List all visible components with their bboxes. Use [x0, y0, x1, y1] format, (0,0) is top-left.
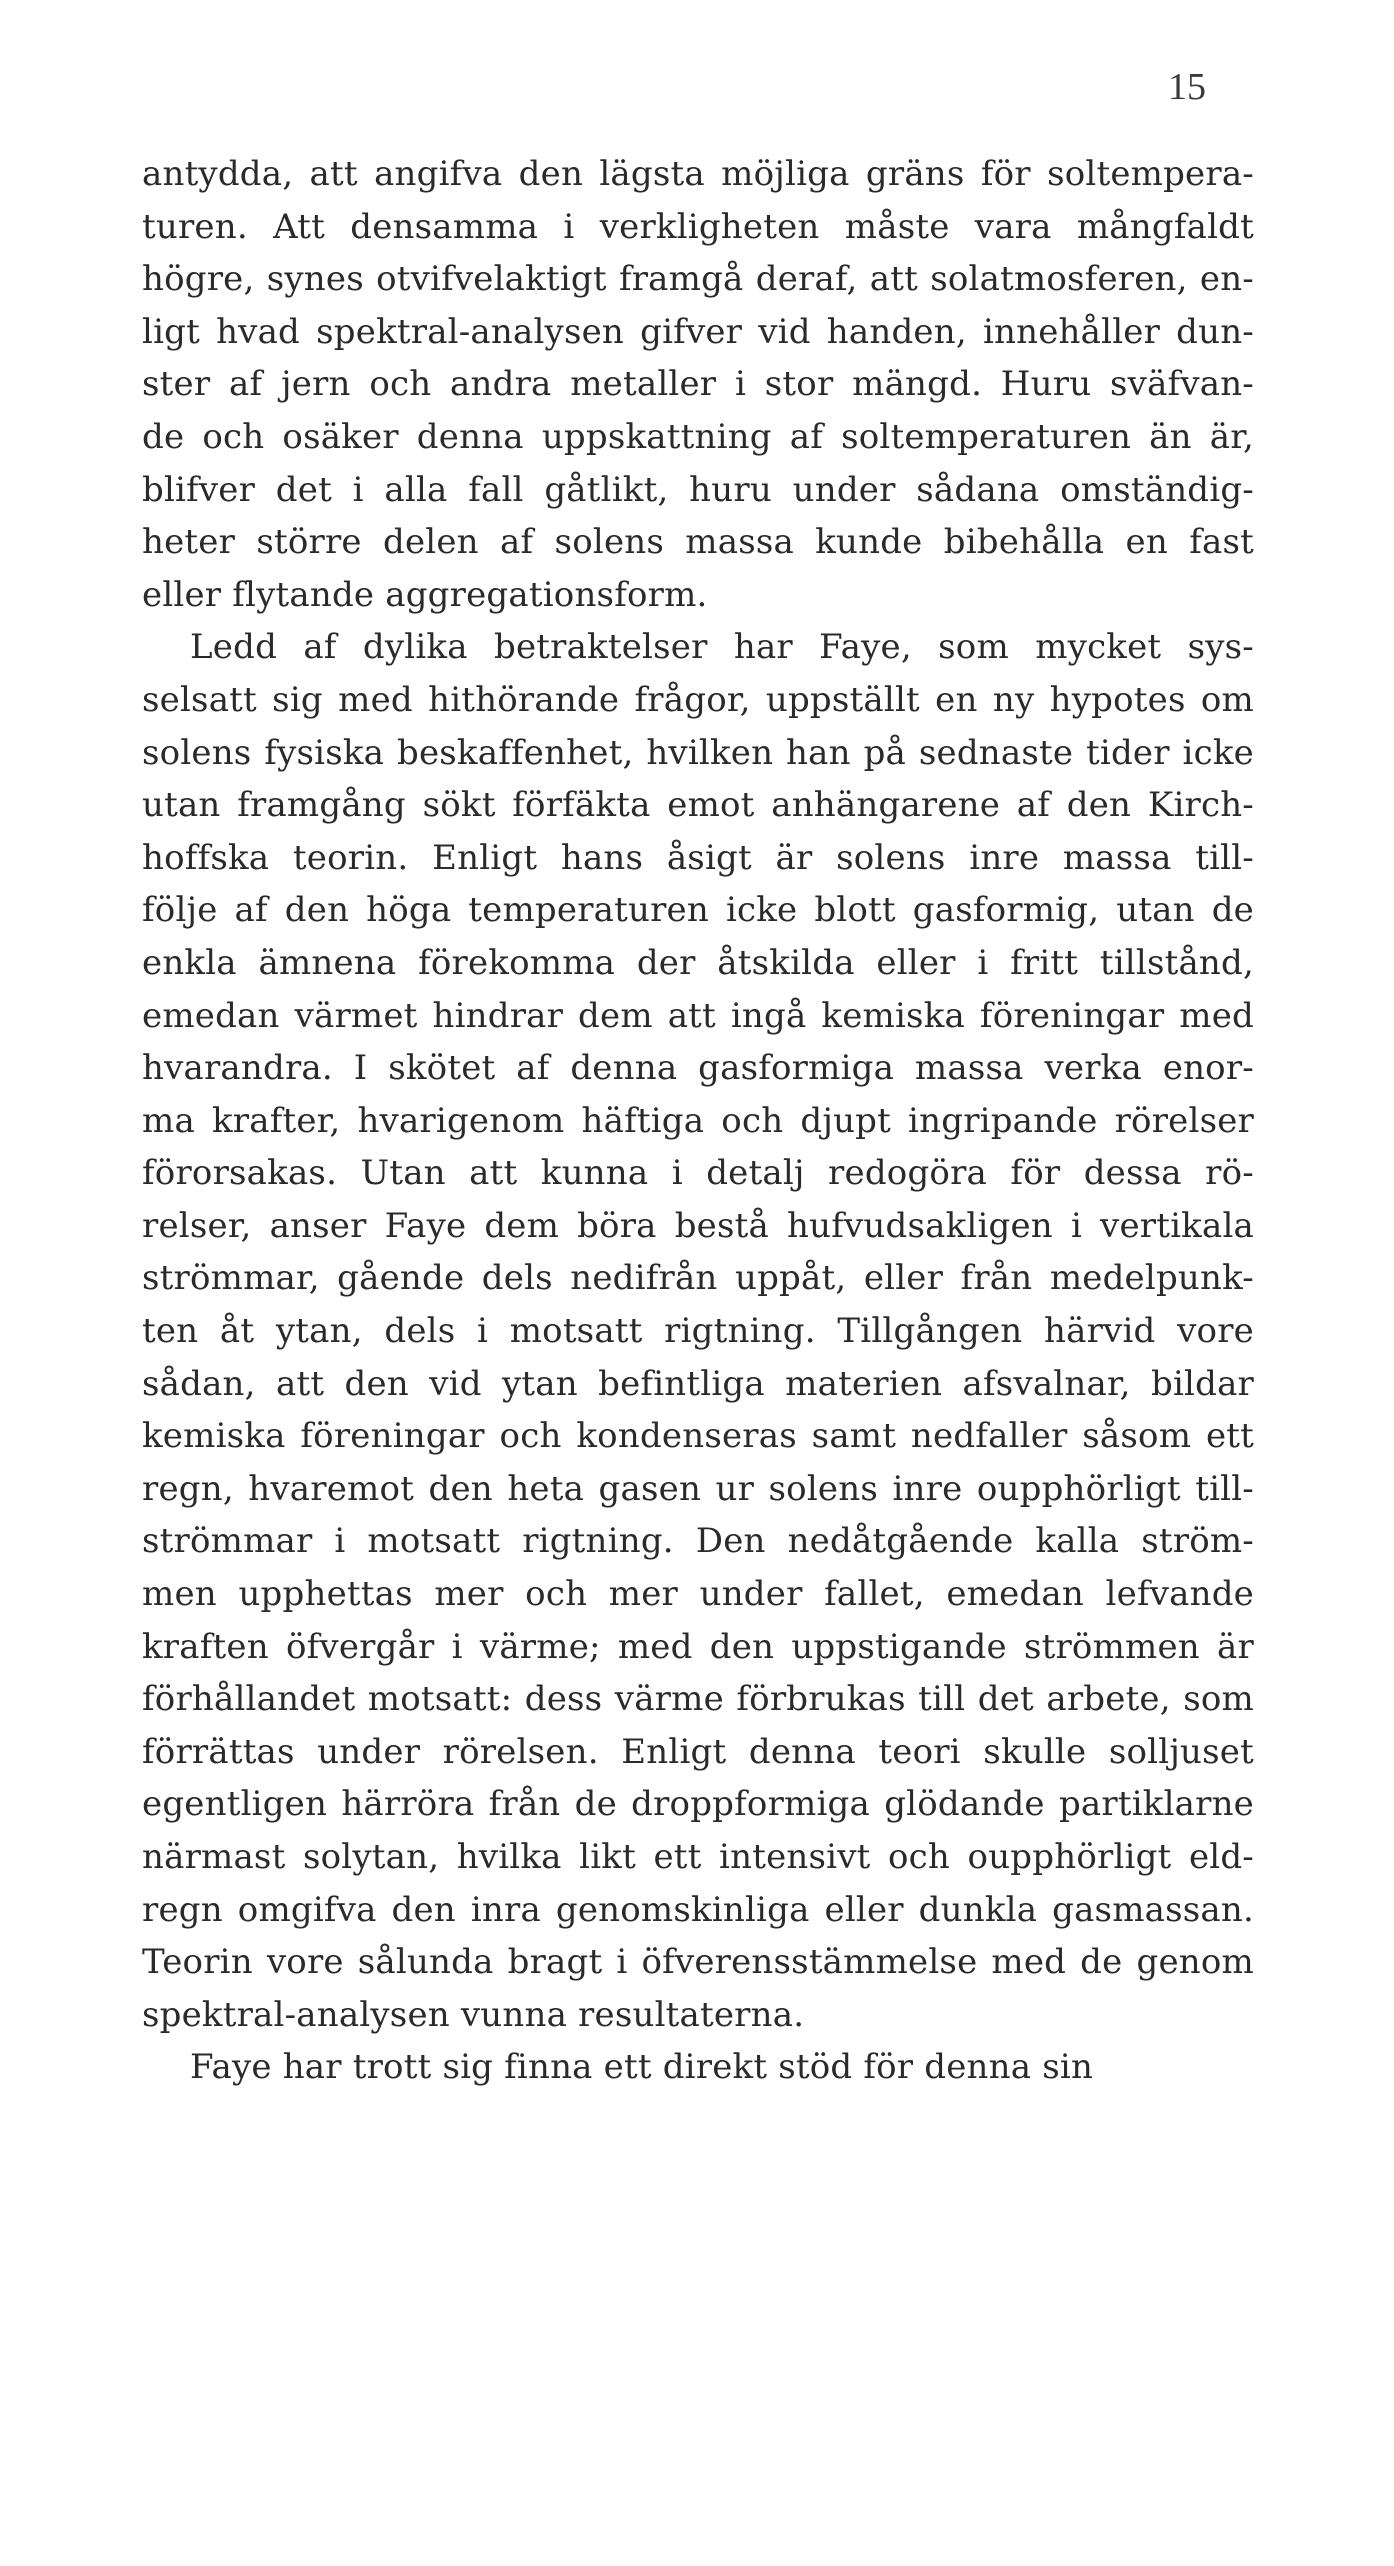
text-line: förorsakas. Utan att kunna i detalj redogöra för dessa rö- [142, 1153, 1254, 1194]
text-line: enkla ämnena förekomma der åtskilda eller i fritt tillstånd, [142, 942, 1254, 983]
text-line: de och osäker denna uppskattning af soltemperaturen än är, [142, 416, 1254, 457]
text-line: strömmar, gående dels nedifrån uppåt, eller från medelpunk- [142, 1258, 1254, 1299]
text-line: högre, synes otvifvelaktigt framgå deraf, att solatmosferen, en- [142, 259, 1254, 300]
paragraph-start-line: Ledd af dylika betraktelser har Faye, som mycket sys- [190, 627, 1254, 668]
text-line: sådan, att den vid ytan befintliga materien afsvalnar, bildar [142, 1363, 1254, 1404]
text-line: kraften öfvergår i värme; med den uppstigande strömmen är [142, 1626, 1254, 1667]
text-line: utan framgång sökt förfäkta emot anhängarene af den Kirch- [142, 785, 1254, 826]
text-line: förhållandet motsatt: dess värme förbrukas till det arbete, som [142, 1679, 1254, 1720]
paragraph-end-line: spektral-analysen vunna resultaterna. [142, 1994, 805, 2035]
text-line: selsatt sig med hithörande frågor, uppställt en ny hypotes om [142, 679, 1254, 720]
text-line: hoffska teorin. Enligt hans åsigt är solens inre massa till- [142, 837, 1254, 878]
text-line: emedan värmet hindrar dem att ingå kemiska föreningar med [142, 995, 1254, 1036]
text-line: blifver det i alla fall gåtlikt, huru under sådana omständig- [142, 469, 1254, 510]
text-line: turen. Att densamma i verkligheten måste vara mångfaldt [142, 206, 1254, 247]
text-line: ligt hvad spektral-analysen gifver vid handen, innehåller dun- [142, 311, 1254, 352]
text-line: ten åt ytan, dels i motsatt rigtning. Tillgången härvid vore [142, 1311, 1254, 1352]
body-text [142, 148, 1254, 2094]
text-line: Teorin vore sålunda bragt i öfverensstämmelse med de genom [142, 1942, 1254, 1983]
text-line: men upphettas mer och mer under fallet, emedan lefvande [142, 1574, 1254, 1615]
paragraph-start-line: Faye har trott sig finna ett direkt stöd för denna sin [190, 2047, 1094, 2088]
page-number: 15 [1168, 66, 1206, 108]
text-line: förrättas under rörelsen. Enligt denna teori skulle solljuset [142, 1731, 1254, 1772]
text-line: antydda, att angifva den lägsta möjliga gräns för soltempera- [142, 154, 1254, 194]
text-line: hvarandra. I skötet af denna gasformiga massa verka enor- [142, 1048, 1254, 1089]
text-line: solens fysiska beskaffenhet, hvilken han på sednaste tider icke [142, 732, 1254, 773]
text-line: relser, anser Faye dem böra bestå hufvudsakligen i vertikala [142, 1205, 1254, 1246]
paragraph-end-line: eller flytande aggregationsform. [142, 574, 708, 615]
text-line: följe af den höga temperaturen icke blott gasformig, utan de [142, 890, 1254, 931]
text-line: kemiska föreningar och kondenseras samt nedfaller såsom ett [142, 1416, 1254, 1457]
text-line: egentligen härröra från de droppformiga glödande partiklarne [142, 1784, 1254, 1825]
text-line: ma krafter, hvarigenom häftiga och djupt ingripande rörelser [142, 1100, 1254, 1141]
text-line: regn omgifva den inra genomskinliga eller dunkla gasmassan. [142, 1889, 1254, 1930]
text-line: strömmar i motsatt rigtning. Den nedåtgående kalla ström- [142, 1521, 1254, 1562]
text-line: regn, hvaremot den heta gasen ur solens inre oupphörligt till- [142, 1468, 1254, 1509]
text-line: heter större delen af solens massa kunde bibehålla en fast [142, 522, 1254, 563]
text-line: närmast solytan, hvilka likt ett intensivt och oupphörligt eld- [142, 1837, 1254, 1877]
text-line: ster af jern och andra metaller i stor mängd. Huru sväfvan- [142, 364, 1254, 405]
